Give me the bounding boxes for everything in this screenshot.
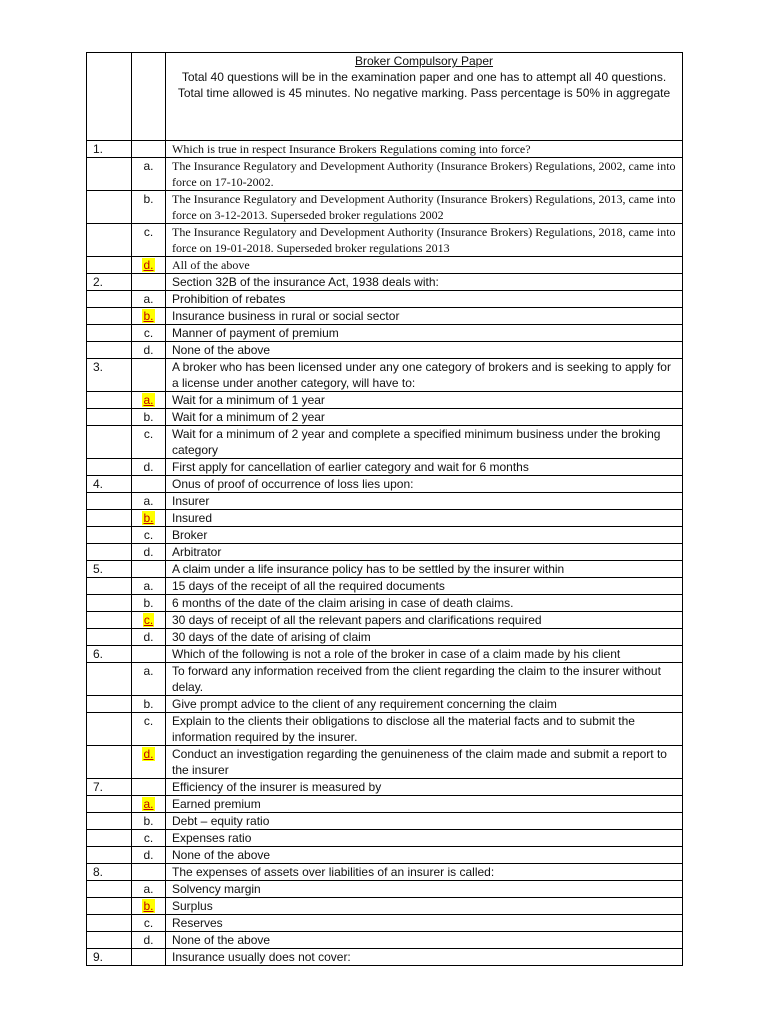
- correct-option-label: [132, 612, 166, 629]
- option-letter: d.: [143, 630, 154, 644]
- option-label: [132, 459, 166, 476]
- question-text: Onus of proof of occurrence of loss lies upon:: [166, 476, 683, 493]
- option-letter: c.: [143, 326, 154, 340]
- option-letter: a.: [143, 292, 154, 306]
- answer-highlight: c.: [143, 613, 154, 627]
- header-row: [87, 53, 683, 141]
- option-text: Solvency margin: [166, 881, 683, 898]
- option-row: [87, 830, 683, 847]
- question-number: 6.: [87, 646, 132, 663]
- paper-title: Broker Compulsory Paper: [354, 54, 494, 68]
- option-label: [132, 527, 166, 544]
- question-option-empty-cell: [132, 864, 166, 881]
- question-row: [87, 561, 683, 578]
- option-row: [87, 342, 683, 359]
- option-text: 30 days of the date of arising of claim: [166, 629, 683, 646]
- option-text: The Insurance Regulatory and Development Authority (Insurance Brokers) Regulations, 2002, came into force on 17-10-2002.: [166, 158, 683, 191]
- question-text: Insurance usually does not cover:: [166, 949, 683, 966]
- option-row: [87, 796, 683, 813]
- option-empty-cell: [87, 847, 132, 864]
- option-text: Wait for a minimum of 2 year: [166, 409, 683, 426]
- option-text: To forward any information received from the client regarding the claim to the insurer without delay.: [166, 663, 683, 696]
- option-empty-cell: [87, 663, 132, 696]
- question-row: [87, 274, 683, 291]
- option-empty-cell: [87, 426, 132, 459]
- question-option-empty-cell: [132, 646, 166, 663]
- option-text: None of the above: [166, 847, 683, 864]
- option-empty-cell: [87, 813, 132, 830]
- option-row: [87, 578, 683, 595]
- option-empty-cell: [87, 158, 132, 191]
- paper-header: [166, 53, 683, 141]
- option-label: [132, 224, 166, 257]
- option-letter: b.: [143, 697, 154, 711]
- option-empty-cell: [87, 224, 132, 257]
- option-row: [87, 257, 683, 274]
- option-row: [87, 510, 683, 527]
- option-text: Arbitrator: [166, 544, 683, 561]
- question-text: The expenses of assets over liabilities of an insurer is called:: [166, 864, 683, 881]
- option-row: [87, 191, 683, 224]
- question-option-empty-cell: [132, 141, 166, 158]
- option-row: [87, 696, 683, 713]
- option-text: 6 months of the date of the claim arising in case of death claims.: [166, 595, 683, 612]
- option-text: The Insurance Regulatory and Development Authority (Insurance Brokers) Regulations, 2013, came into force on 3-12-2013. Superseded broker regulations 2002: [166, 191, 683, 224]
- question-number: 5.: [87, 561, 132, 578]
- option-label: [132, 881, 166, 898]
- option-empty-cell: [87, 713, 132, 746]
- question-row: [87, 864, 683, 881]
- option-text: Insured: [166, 510, 683, 527]
- option-empty-cell: [87, 291, 132, 308]
- question-text: Efficiency of the insurer is measured by: [166, 779, 683, 796]
- option-row: [87, 325, 683, 342]
- option-row: [87, 713, 683, 746]
- question-text: Which of the following is not a role of the broker in case of a claim made by his client: [166, 646, 683, 663]
- option-row: [87, 158, 683, 191]
- option-row: [87, 746, 683, 779]
- option-text: Wait for a minimum of 2 year and complete a specified minimum business under the broking category: [166, 426, 683, 459]
- option-row: [87, 813, 683, 830]
- option-text: Manner of payment of premium: [166, 325, 683, 342]
- option-text: None of the above: [166, 342, 683, 359]
- option-letter: a.: [143, 494, 154, 508]
- option-label: [132, 595, 166, 612]
- correct-option-label: [132, 796, 166, 813]
- correct-option-label: [132, 746, 166, 779]
- option-row: [87, 629, 683, 646]
- header-empty-cell: [87, 53, 132, 141]
- option-label: [132, 813, 166, 830]
- question-row: [87, 949, 683, 966]
- option-empty-cell: [87, 527, 132, 544]
- option-empty-cell: [87, 510, 132, 527]
- option-letter: d.: [143, 460, 154, 474]
- option-letter: c.: [143, 528, 154, 542]
- option-row: [87, 308, 683, 325]
- option-empty-cell: [87, 612, 132, 629]
- option-label: [132, 696, 166, 713]
- question-number: 1.: [87, 141, 132, 158]
- question-paper-table: [86, 52, 683, 966]
- option-row: [87, 881, 683, 898]
- option-empty-cell: [87, 932, 132, 949]
- option-text: Expenses ratio: [166, 830, 683, 847]
- answer-highlight: a.: [143, 393, 154, 407]
- option-letter: b.: [143, 814, 154, 828]
- option-letter: b.: [143, 192, 154, 206]
- option-empty-cell: [87, 544, 132, 561]
- option-empty-cell: [87, 898, 132, 915]
- answer-highlight: a.: [143, 797, 154, 811]
- option-text: Explain to the clients their obligations to disclose all the material facts and to submit the information required by the insurer.: [166, 713, 683, 746]
- option-label: [132, 291, 166, 308]
- option-row: [87, 915, 683, 932]
- option-row: [87, 612, 683, 629]
- option-text: All of the above: [166, 257, 683, 274]
- question-number: 8.: [87, 864, 132, 881]
- question-row: [87, 359, 683, 392]
- answer-highlight: d.: [143, 747, 154, 761]
- option-letter: c.: [143, 831, 154, 845]
- option-label: [132, 578, 166, 595]
- option-letter: b.: [143, 410, 154, 424]
- option-row: [87, 898, 683, 915]
- option-label: [132, 932, 166, 949]
- option-text: Prohibition of rebates: [166, 291, 683, 308]
- option-letter: a.: [143, 882, 154, 896]
- question-text: Which is true in respect Insurance Brokers Regulations coming into force?: [166, 141, 683, 158]
- option-text: 30 days of receipt of all the relevant papers and clarifications required: [166, 612, 683, 629]
- option-empty-cell: [87, 459, 132, 476]
- option-empty-cell: [87, 342, 132, 359]
- question-option-empty-cell: [132, 779, 166, 796]
- question-option-empty-cell: [132, 476, 166, 493]
- question-option-empty-cell: [132, 949, 166, 966]
- option-letter: d.: [143, 848, 154, 862]
- option-empty-cell: [87, 325, 132, 342]
- option-empty-cell: [87, 881, 132, 898]
- option-row: [87, 847, 683, 864]
- option-empty-cell: [87, 409, 132, 426]
- option-text: Insurer: [166, 493, 683, 510]
- header-empty-cell: [132, 53, 166, 141]
- option-empty-cell: [87, 595, 132, 612]
- option-empty-cell: [87, 796, 132, 813]
- option-label: [132, 915, 166, 932]
- option-label: [132, 409, 166, 426]
- option-row: [87, 224, 683, 257]
- option-letter: a.: [143, 159, 154, 173]
- question-row: [87, 646, 683, 663]
- option-row: [87, 493, 683, 510]
- option-label: [132, 629, 166, 646]
- question-paper-body: [87, 53, 683, 966]
- question-text: Section 32B of the insurance Act, 1938 deals with:: [166, 274, 683, 291]
- option-empty-cell: [87, 257, 132, 274]
- option-text: The Insurance Regulatory and Development Authority (Insurance Brokers) Regulations, 2018, came into force on 19-01-2018. Superseded broker regulations 2013: [166, 224, 683, 257]
- option-row: [87, 595, 683, 612]
- correct-option-label: [132, 257, 166, 274]
- option-letter: d.: [143, 343, 154, 357]
- option-letter: c.: [143, 916, 154, 930]
- option-text: Earned premium: [166, 796, 683, 813]
- option-letter: c.: [143, 225, 154, 239]
- option-row: [87, 392, 683, 409]
- option-text: None of the above: [166, 932, 683, 949]
- option-letter: b.: [143, 596, 154, 610]
- option-letter: d.: [143, 545, 154, 559]
- option-letter: c.: [143, 714, 154, 728]
- option-empty-cell: [87, 392, 132, 409]
- option-letter: d.: [143, 933, 154, 947]
- question-text: A broker who has been licensed under any one category of brokers and is seeking to apply for a license under another category, will have to:: [166, 359, 683, 392]
- option-text: Reserves: [166, 915, 683, 932]
- option-text: 15 days of the receipt of all the required documents: [166, 578, 683, 595]
- question-number: 2.: [87, 274, 132, 291]
- answer-highlight: d.: [143, 258, 154, 272]
- option-label: [132, 847, 166, 864]
- option-label: [132, 830, 166, 847]
- option-letter: c.: [143, 427, 154, 441]
- option-label: [132, 544, 166, 561]
- option-label: [132, 426, 166, 459]
- question-option-empty-cell: [132, 561, 166, 578]
- correct-option-label: [132, 898, 166, 915]
- option-empty-cell: [87, 578, 132, 595]
- option-empty-cell: [87, 191, 132, 224]
- question-row: [87, 476, 683, 493]
- option-row: [87, 459, 683, 476]
- option-empty-cell: [87, 746, 132, 779]
- question-number: 4.: [87, 476, 132, 493]
- option-row: [87, 291, 683, 308]
- option-text: Surplus: [166, 898, 683, 915]
- option-text: Insurance business in rural or social sector: [166, 308, 683, 325]
- option-label: [132, 493, 166, 510]
- option-text: Give prompt advice to the client of any requirement concerning the claim: [166, 696, 683, 713]
- option-letter: a.: [143, 579, 154, 593]
- answer-highlight: b.: [143, 309, 154, 323]
- option-label: [132, 663, 166, 696]
- option-row: [87, 932, 683, 949]
- answer-highlight: b.: [143, 899, 154, 913]
- question-option-empty-cell: [132, 359, 166, 392]
- option-row: [87, 527, 683, 544]
- option-text: First apply for cancellation of earlier category and wait for 6 months: [166, 459, 683, 476]
- answer-highlight: b.: [143, 511, 154, 525]
- option-label: [132, 342, 166, 359]
- paper-instructions: Total 40 questions will be in the examination paper and one has to attempt all 40 questions. Total time allowed is 45 minutes. No negative marking. Pass percentage is 50% in aggregate: [177, 70, 671, 100]
- option-empty-cell: [87, 915, 132, 932]
- option-row: [87, 544, 683, 561]
- option-empty-cell: [87, 493, 132, 510]
- option-text: Conduct an investigation regarding the genuineness of the claim made and submit a report to the insurer: [166, 746, 683, 779]
- option-label: [132, 158, 166, 191]
- option-empty-cell: [87, 629, 132, 646]
- question-number: 3.: [87, 359, 132, 392]
- option-label: [132, 325, 166, 342]
- option-row: [87, 426, 683, 459]
- option-text: Wait for a minimum of 1 year: [166, 392, 683, 409]
- correct-option-label: [132, 392, 166, 409]
- option-label: [132, 191, 166, 224]
- option-letter: a.: [143, 664, 154, 678]
- question-number: 7.: [87, 779, 132, 796]
- option-empty-cell: [87, 830, 132, 847]
- question-text: A claim under a life insurance policy has to be settled by the insurer within: [166, 561, 683, 578]
- option-row: [87, 409, 683, 426]
- question-option-empty-cell: [132, 274, 166, 291]
- question-row: [87, 779, 683, 796]
- correct-option-label: [132, 510, 166, 527]
- option-label: [132, 713, 166, 746]
- option-empty-cell: [87, 696, 132, 713]
- question-row: [87, 141, 683, 158]
- option-empty-cell: [87, 308, 132, 325]
- option-row: [87, 663, 683, 696]
- correct-option-label: [132, 308, 166, 325]
- option-text: Broker: [166, 527, 683, 544]
- question-number: 9.: [87, 949, 132, 966]
- option-text: Debt – equity ratio: [166, 813, 683, 830]
